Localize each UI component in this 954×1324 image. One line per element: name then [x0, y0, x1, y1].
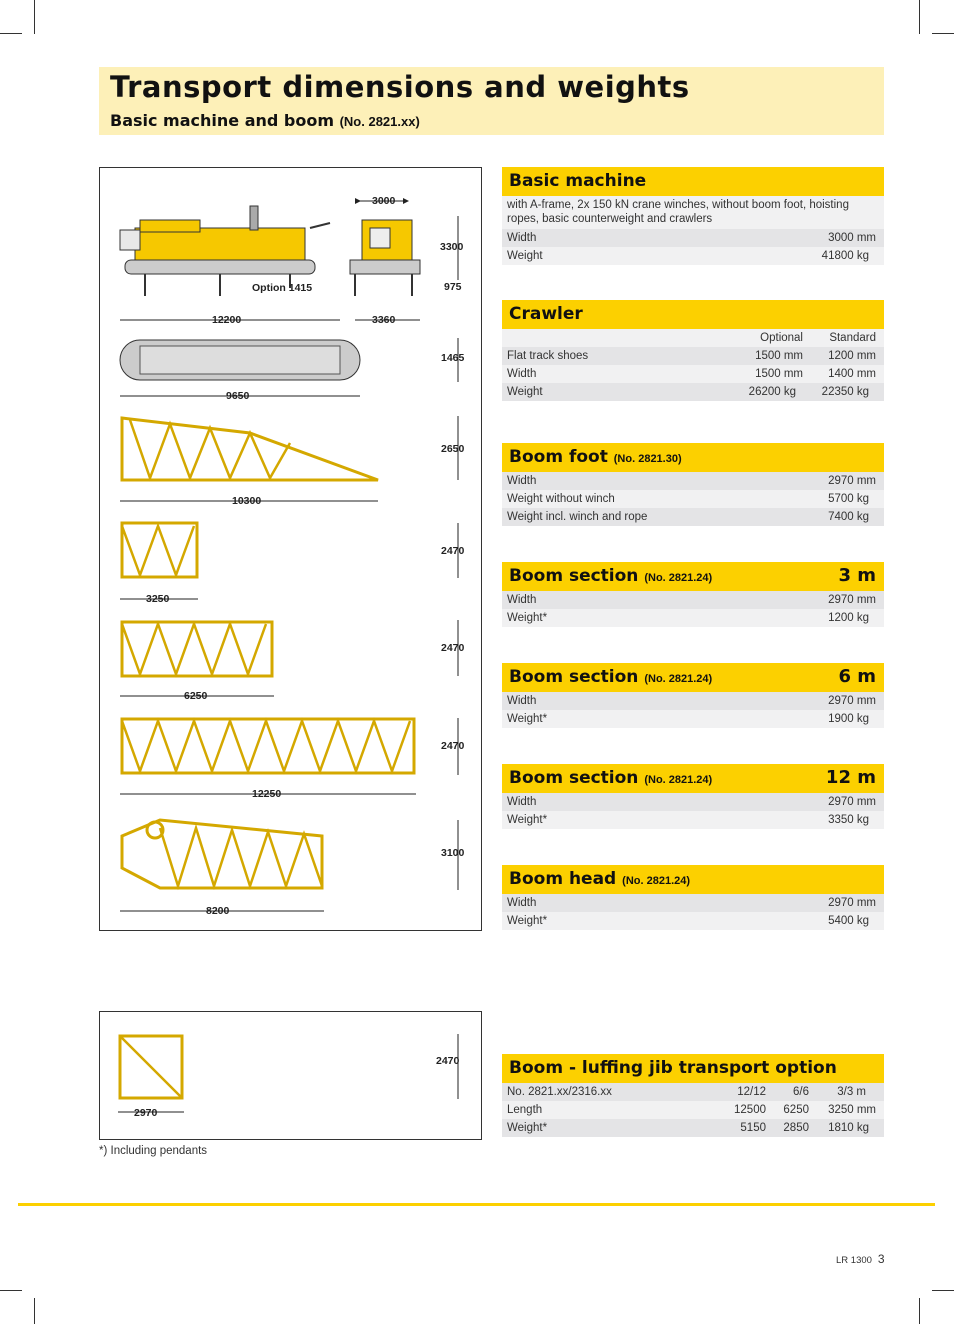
row-value: 3350 kg [828, 814, 869, 826]
table-row [502, 811, 884, 829]
boom-foot-drawing [122, 418, 378, 480]
footnote: *) Including pendants [99, 1145, 208, 1157]
part-number: (No. 2821.24) [622, 875, 691, 887]
table-row [502, 793, 884, 811]
row-value: 2970 mm [828, 475, 876, 487]
title-text: Boom section [509, 667, 639, 687]
row-value: 2970 mm [828, 594, 876, 606]
section-title: Boom - luffing jib transport option [509, 1058, 837, 1078]
title-text: Boom head [509, 869, 617, 889]
table-row [502, 247, 884, 265]
section-header [502, 764, 884, 793]
row-label: Weight incl. winch and rope [507, 511, 648, 523]
luffing-jib-drawing [99, 1011, 482, 1140]
dim-9650: 9650 [226, 390, 250, 402]
col-optional: Optional [760, 332, 803, 344]
row-value: 3000 mm [828, 232, 876, 244]
boom-section-3m-drawing [122, 523, 197, 577]
dim-10300: 10300 [232, 495, 262, 507]
table-row [502, 912, 884, 930]
row-label: Weight* [507, 814, 548, 826]
section-description: with A-frame, 2x 150 kN crane winches, without boom foot, hoisting ropes, basic counterweight and crawlers [502, 196, 884, 229]
section-title: Crawler [509, 304, 583, 324]
section-boom-6m [502, 663, 884, 728]
row-label: Flat track shoes [507, 350, 589, 362]
row-col-b: 2850 [783, 1122, 809, 1134]
row-col-a: 5150 [740, 1122, 766, 1134]
part-number: (No. 2821.24) [644, 673, 713, 685]
boom-section-12m-drawing [122, 719, 414, 773]
row-col-a: 12500 [734, 1104, 766, 1116]
row-label: Weight [507, 386, 543, 398]
data-table [502, 793, 884, 829]
section-header [502, 562, 884, 591]
row-label: Weight* [507, 915, 548, 927]
data-table [502, 692, 884, 728]
row-col-b: 6/6 [793, 1086, 809, 1098]
row-standard: 22350 kg [821, 386, 869, 398]
row-label: Weight without winch [507, 493, 615, 505]
model-name: LR 1300 [836, 1255, 872, 1266]
row-label: Width [507, 897, 537, 909]
table-row [502, 472, 884, 490]
row-value: 1200 kg [828, 612, 869, 624]
section-title [509, 869, 690, 889]
section-basic-machine [502, 167, 884, 265]
crop-mark [932, 33, 954, 34]
table-row [502, 1119, 884, 1137]
page-footer [836, 1252, 885, 1266]
row-col-a: 12/12 [737, 1086, 766, 1098]
section-header [502, 663, 884, 692]
section-header [502, 1054, 884, 1083]
dim-6250: 6250 [184, 690, 208, 702]
crop-mark [919, 1298, 920, 1324]
dim-2970: 2970 [134, 1107, 158, 1119]
section-header [502, 300, 884, 329]
section-title [509, 566, 712, 586]
page-header [99, 67, 884, 135]
row-label: Width [507, 475, 537, 487]
row-standard: 1200 mm [828, 350, 876, 362]
dim-option: Option 1415 [252, 282, 313, 294]
row-value: 41800 kg [821, 250, 869, 262]
table-row [502, 894, 884, 912]
row-value: 2970 mm [828, 897, 876, 909]
drawing-svg [100, 168, 481, 930]
luffing-svg [100, 1012, 481, 1139]
subtitle-number: (No. 2821.xx) [339, 114, 420, 129]
row-optional: 26200 kg [748, 386, 796, 398]
row-value: 2970 mm [828, 796, 876, 808]
table-row [502, 591, 884, 609]
dim-3100: 3100 [441, 847, 465, 859]
dim-2470-c: 2470 [441, 740, 465, 752]
section-title: Basic machine [509, 171, 647, 191]
row-value: 1900 kg [828, 713, 869, 725]
row-label: No. 2821.xx/2316.xx [507, 1086, 612, 1098]
row-label: Width [507, 796, 537, 808]
section-header [502, 167, 884, 196]
row-value: 2970 mm [828, 695, 876, 707]
data-table [502, 329, 884, 401]
table-row [502, 383, 884, 401]
table-row [502, 229, 884, 247]
table-row [502, 609, 884, 627]
data-table [502, 472, 884, 526]
section-length: 6 m [838, 666, 876, 687]
boom-section-6m-drawing [122, 622, 272, 676]
table-row [502, 490, 884, 508]
table-row [502, 347, 884, 365]
section-boom-head [502, 865, 884, 930]
row-label: Width [507, 232, 537, 244]
row-label: Width [507, 368, 537, 380]
dim-975: 975 [444, 281, 462, 293]
row-col-c: 1810 kg [828, 1122, 869, 1134]
table-row [502, 692, 884, 710]
table-row [502, 365, 884, 383]
boom-head-drawing [122, 820, 322, 888]
section-luffing-jib [502, 1054, 884, 1137]
title-text: Boom foot [509, 447, 608, 467]
dim-12250: 12250 [252, 788, 282, 800]
section-length: 12 m [825, 767, 876, 788]
dim-2470-a: 2470 [441, 545, 465, 557]
dim-12200: 12200 [212, 314, 242, 326]
row-label: Weight* [507, 1122, 548, 1134]
row-optional: 1500 mm [755, 368, 803, 380]
section-title [509, 667, 712, 687]
crawler-drawing [120, 340, 360, 380]
subtitle-text: Basic machine and boom [110, 111, 335, 130]
crop-mark [932, 1290, 954, 1291]
crop-mark [0, 1290, 22, 1291]
section-length: 3 m [838, 565, 876, 586]
dim-3300: 3300 [440, 241, 464, 253]
dim-2470-b: 2470 [441, 642, 465, 654]
crop-mark [34, 0, 35, 34]
row-value: 5400 kg [828, 915, 869, 927]
part-number: (No. 2821.30) [613, 453, 682, 465]
row-value: 7400 kg [828, 511, 869, 523]
title-text: Boom section [509, 768, 639, 788]
title-text: Boom section [509, 566, 639, 586]
crop-mark [34, 1298, 35, 1324]
section-header [502, 443, 884, 472]
dim-2470-d: 2470 [436, 1055, 460, 1067]
page-number: 3 [877, 1252, 885, 1266]
table-row [502, 1083, 884, 1101]
crop-mark [0, 33, 22, 34]
section-crawler [502, 300, 884, 401]
dim-3000: 3000 [372, 195, 396, 207]
data-table [502, 1083, 884, 1137]
section-boom-12m [502, 764, 884, 829]
row-col-b: 6250 [783, 1104, 809, 1116]
row-optional: 1500 mm [755, 350, 803, 362]
dim-8200: 8200 [206, 905, 230, 917]
page-title: Transport dimensions and weights [110, 70, 690, 104]
table-header-row [502, 329, 884, 347]
section-title [509, 447, 682, 467]
table-row [502, 1101, 884, 1119]
data-table [502, 894, 884, 930]
row-label: Width [507, 695, 537, 707]
row-col-c: 3250 mm [828, 1104, 876, 1116]
row-col-c: 3/3 m [837, 1086, 866, 1098]
section-boom-3m [502, 562, 884, 627]
dim-3360: 3360 [372, 314, 396, 326]
page-subtitle [110, 111, 420, 130]
row-label: Weight [507, 250, 543, 262]
row-label: Weight* [507, 713, 548, 725]
row-label: Weight* [507, 612, 548, 624]
transport-drawing [99, 167, 482, 931]
dim-1465: 1465 [441, 352, 465, 364]
row-label: Length [507, 1104, 543, 1116]
dim-2650: 2650 [441, 443, 465, 455]
basic-machine-front-view [350, 220, 420, 296]
luffing-jib-section-drawing [120, 1036, 182, 1098]
part-number: (No. 2821.24) [644, 774, 713, 786]
row-value: 5700 kg [828, 493, 869, 505]
section-boom-foot [502, 443, 884, 526]
table-row [502, 508, 884, 526]
dim-3250: 3250 [146, 593, 170, 605]
crop-mark [919, 0, 920, 34]
footer-rule [18, 1203, 935, 1206]
section-header [502, 865, 884, 894]
row-standard: 1400 mm [828, 368, 876, 380]
part-number: (No. 2821.24) [644, 572, 713, 584]
section-title [509, 768, 712, 788]
data-table [502, 229, 884, 265]
row-label: Width [507, 594, 537, 606]
table-row [502, 710, 884, 728]
data-table [502, 591, 884, 627]
col-standard: Standard [829, 332, 876, 344]
